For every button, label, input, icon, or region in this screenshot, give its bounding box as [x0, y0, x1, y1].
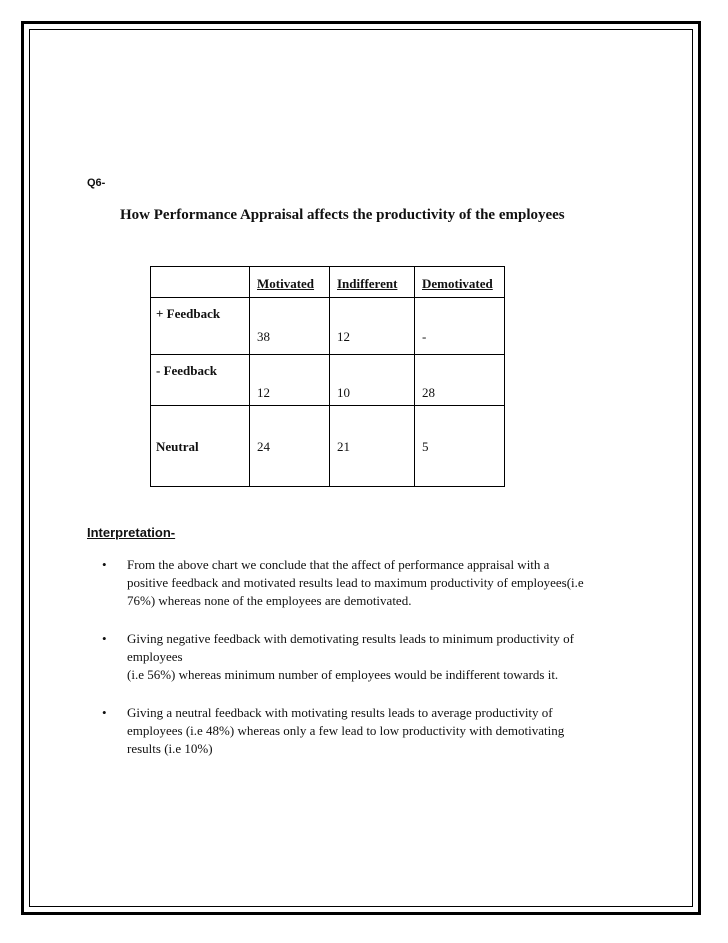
table-cell: [250, 355, 330, 406]
header-label: Demotivated: [422, 276, 493, 291]
bullet-icon: •: [102, 705, 107, 720]
paragraph-line: Giving negative feedback with demotivating results leads to minimum productivity of: [127, 631, 574, 646]
table-cell: [415, 406, 505, 487]
paragraph-line: employees: [127, 649, 183, 664]
paragraph-line: Giving a neutral feedback with motivating results leads to average productivity of: [127, 705, 553, 720]
interpretation-heading: Interpretation-: [87, 525, 176, 540]
paragraph-line: From the above chart we conclude that the affect of performance appraisal with a: [127, 557, 550, 572]
list-item: [100, 704, 640, 758]
table-row: [151, 298, 505, 355]
cell-value: 12: [257, 385, 270, 400]
cell-value: 12: [337, 329, 350, 344]
paragraph-line: positive feedback and motivated results lead to maximum productivity of employees(i.e: [127, 575, 584, 590]
bullet-icon: •: [102, 557, 107, 572]
paragraph-line: employees (i.e 48%) whereas only a few lead to low productivity with demotivating: [127, 723, 565, 738]
cell-value: -: [422, 329, 427, 344]
cell-value: 5: [422, 439, 429, 454]
question-number: Q6-: [87, 177, 106, 189]
table-cell: [330, 355, 415, 406]
table-row: [151, 355, 505, 406]
bullet-icon: •: [102, 631, 107, 646]
row-label: - Feedback: [156, 363, 218, 378]
cell-value: 21: [337, 439, 350, 454]
cell-value: 10: [337, 385, 350, 400]
paragraph-line: 76%) whereas none of the employees are demotivated.: [127, 593, 412, 608]
header-label: Motivated: [257, 276, 315, 291]
list-item: [100, 630, 640, 684]
cell-value: 28: [422, 385, 435, 400]
page-heading: How Performance Appraisal affects the productivity of the employees: [120, 207, 565, 223]
row-label-cell: [151, 406, 250, 487]
header-cell-demotivated: [415, 267, 505, 298]
list-item: [100, 556, 640, 610]
header-cell-indifferent: [330, 267, 415, 298]
paragraph-line: results (i.e 10%): [127, 741, 213, 756]
header-cell-empty: [151, 267, 250, 298]
table-cell: [330, 298, 415, 355]
row-label: Neutral: [156, 439, 199, 454]
table-cell: [330, 406, 415, 487]
interpretation-list: [100, 556, 640, 778]
paragraph-line: (i.e 56%) whereas minimum number of employees would be indifferent towards it.: [127, 667, 559, 682]
header-cell-motivated: [250, 267, 330, 298]
table-cell: [415, 355, 505, 406]
feedback-table: [150, 266, 505, 487]
header-label: Indifferent: [337, 276, 398, 291]
table-header-row: [151, 267, 505, 298]
table-cell: [250, 406, 330, 487]
cell-value: 38: [257, 329, 270, 344]
table-cell: [415, 298, 505, 355]
table-cell: [250, 298, 330, 355]
row-label: + Feedback: [156, 306, 221, 321]
row-label-cell: [151, 298, 250, 355]
row-label-cell: [151, 355, 250, 406]
cell-value: 24: [257, 439, 270, 454]
table-row: [151, 406, 505, 487]
